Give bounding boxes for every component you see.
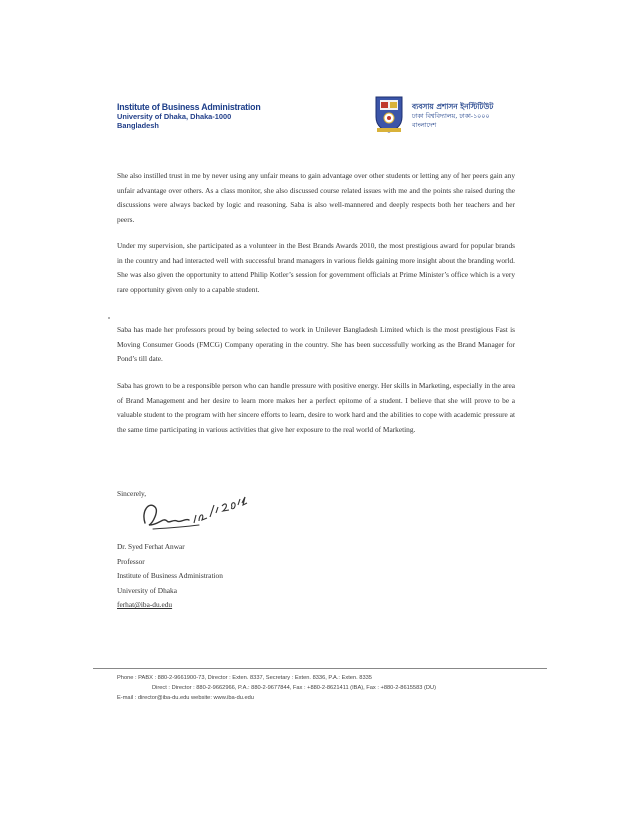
letterhead-english — [117, 102, 261, 131]
handwritten-signature — [139, 493, 249, 541]
footer-phone: Phone : PABX : 880-2-9661900-73, Director : Exten. 8337, Secretary : Exten. 8336, P.A.: Exten. 8335 — [117, 675, 372, 681]
footer-direct: Direct : Director : 880-2-9662966, P.A.: 880-2-9677844, Fax : +880-2-8621411 (IBA), Fax : +880-2-8615583 (DU) — [152, 684, 437, 691]
letter-paragraph — [117, 239, 515, 297]
paragraph-text: Saba has made her professors proud by being selected to work in Unilever Bangladesh Limited which is the most prestigious Fast is Moving Consumer Goods (FMCG) Company operating in the country. She has been successfully working as the Brand Manager for Pond’s till date. — [117, 325, 515, 363]
signatory-title: Professor — [117, 556, 145, 566]
signature-block — [117, 540, 223, 613]
institute-name: Institute of Business Administration — [117, 102, 261, 112]
signatory-email-link[interactable]: ferhat@iba-du.edu — [117, 600, 173, 609]
institute-name-bengali: ব্যবসায় প্রশাসন ইনস্টিটিউট — [412, 102, 494, 111]
letter-paragraph — [117, 323, 515, 367]
country-bengali: বাংলাদেশ — [412, 122, 437, 130]
letter-paragraph — [117, 379, 515, 437]
paragraph-text: She also instilled trust in me by never using any unfair means to gain advantage over other students or letting any of her peers gain any unfair advantage over others. As a class monitor, she also discussed course related issues with me and the points she raised during the discussions were always backed by logic and reasoning. Saba is also well-mannered and deeply respects both her teachers and her peers. — [117, 171, 515, 224]
paragraph-text: Under my supervision, she participated as a volunteer in the Best Brands Awards 2010, the most prestigious award for popular brands in the country and had interacted well with successful brand managers in various fields gaining more insight about the branding world. She was also given the opportunity to attend Philip Kotler’s session for government officials at Prime Minister’s office which is a very rare opportunity given only to a capable student. — [117, 241, 515, 294]
signatory-institute: Institute of Business Administration — [117, 571, 223, 580]
footer-email-website: E-mail : director@iba-du.edu website: www.iba-du.edu — [117, 694, 254, 701]
country: Bangladesh — [117, 121, 159, 131]
university-address: University of Dhaka, Dhaka-1000 — [117, 112, 232, 121]
signatory-university: University of Dhaka — [117, 585, 177, 595]
university-address-bengali: ঢাকা বিশ্ববিদ্যালয়, ঢাকা-১০০০ — [412, 113, 490, 120]
closing: Sincerely, — [117, 489, 147, 498]
letter-paragraph — [117, 169, 515, 227]
footer-divider — [93, 668, 547, 669]
footer-contact — [117, 674, 436, 703]
paragraph-text: Saba has grown to be a responsible person who can handle pressure with positive energy. Her skills in Marketing, especially in the area of Brand Management and her desire to learn more makes her a perfect epitome of a student. I believe that she will prove to be a valuable student to the program with her sincere efforts to learn, desire to work hard and the abilities to cope with academic pressure at the same time participating in various activities that give her exposure to the real world of Marketing. — [117, 381, 515, 434]
signatory-name: Dr. Syed Ferhat Anwar — [117, 542, 185, 551]
margin-mark — [108, 317, 110, 319]
university-crest-icon — [374, 95, 404, 133]
letterhead-bengali — [412, 102, 493, 131]
